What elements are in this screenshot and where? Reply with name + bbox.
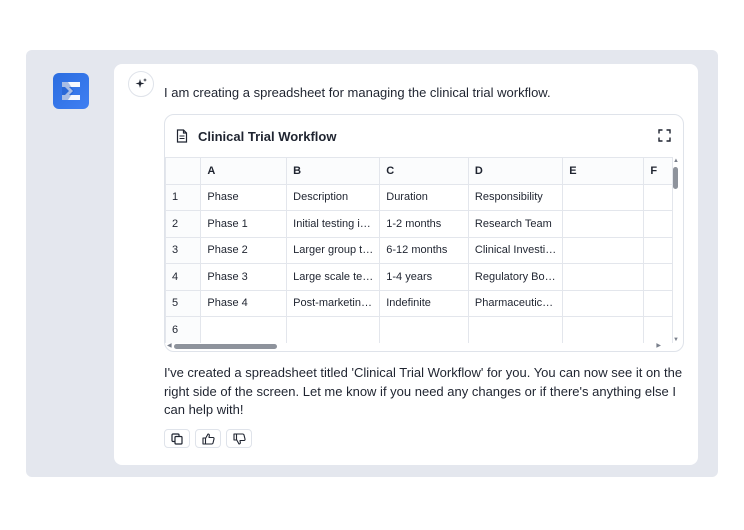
table-cell[interactable]: Phase 4 (201, 290, 287, 317)
sparkle-icon (134, 77, 148, 91)
vertical-scroll-thumb[interactable] (673, 167, 678, 189)
expand-icon[interactable] (658, 129, 671, 142)
table-row (166, 317, 673, 344)
column-header[interactable]: F (644, 158, 673, 185)
spreadsheet-title: Clinical Trial Workflow (198, 129, 337, 144)
assistant-message: I've created a spreadsheet titled 'Clinical Trial Workflow' for you. You can now see it on the right side of the screen. Let me know if you need any changes or if there's anything else I can help with! (164, 365, 683, 417)
table-cell[interactable]: Regulatory Bo… (468, 264, 562, 291)
table-cell[interactable] (563, 290, 644, 317)
column-header[interactable]: A (201, 158, 287, 185)
message-actions (164, 429, 252, 448)
app-logo-icon (59, 79, 83, 103)
scroll-right-icon[interactable]: ▶ (656, 343, 661, 349)
row-number[interactable]: 3 (166, 237, 201, 264)
spreadsheet-card[interactable] (164, 114, 684, 352)
assistant-avatar (128, 71, 154, 97)
spreadsheet-grid[interactable] (165, 157, 673, 343)
user-message: I am creating a spreadsheet for managing the clinical trial workflow. (164, 85, 551, 100)
scroll-down-icon[interactable]: ▼ (673, 337, 679, 343)
table-cell[interactable]: 1-4 years (380, 264, 469, 291)
spreadsheet-header (165, 115, 683, 157)
table-cell[interactable]: 6-12 months (380, 237, 469, 264)
table-cell[interactable]: Large scale te… (287, 264, 380, 291)
table-row (166, 211, 673, 238)
table-cell[interactable]: Pharmaceutic… (468, 290, 562, 317)
table-cell[interactable]: Description (287, 184, 380, 211)
table-cell[interactable]: 1-2 months (380, 211, 469, 238)
thumbs-down-icon (233, 433, 246, 445)
table-cell[interactable]: Initial testing i… (287, 211, 380, 238)
table-cell[interactable] (468, 317, 562, 344)
column-header-row (166, 158, 673, 185)
table-cell[interactable]: Phase (201, 184, 287, 211)
column-header[interactable]: D (468, 158, 562, 185)
horizontal-scroll-thumb[interactable] (174, 344, 277, 349)
thumbs-down-button[interactable] (226, 429, 252, 448)
table-cell[interactable] (201, 317, 287, 344)
copy-button[interactable] (164, 429, 190, 448)
table-cell[interactable] (644, 317, 673, 344)
column-header[interactable]: B (287, 158, 380, 185)
app-logo (53, 73, 89, 109)
table-cell[interactable] (563, 264, 644, 291)
table-cell[interactable]: Clinical Investi… (468, 237, 562, 264)
table-row (166, 290, 673, 317)
table-cell[interactable]: Phase 2 (201, 237, 287, 264)
table-cell[interactable]: Research Team (468, 211, 562, 238)
table-cell[interactable] (563, 317, 644, 344)
vertical-scrollbar[interactable] (671, 157, 681, 343)
table-cell[interactable] (563, 211, 644, 238)
horizontal-scrollbar[interactable] (165, 341, 673, 351)
table-row (166, 237, 673, 264)
table-cell[interactable]: Responsibility (468, 184, 562, 211)
table-cell[interactable]: Indefinite (380, 290, 469, 317)
table-cell[interactable]: Duration (380, 184, 469, 211)
scroll-left-icon[interactable]: ◀ (167, 343, 172, 349)
document-icon (176, 129, 188, 143)
copy-icon (171, 433, 183, 445)
corner-cell[interactable] (166, 158, 201, 185)
scroll-up-icon[interactable]: ▲ (673, 158, 679, 164)
column-header[interactable]: E (563, 158, 644, 185)
table-cell[interactable] (563, 184, 644, 211)
row-number[interactable]: 6 (166, 317, 201, 344)
row-number[interactable]: 4 (166, 264, 201, 291)
table-cell[interactable]: Post-marketin… (287, 290, 380, 317)
thumbs-up-button[interactable] (195, 429, 221, 448)
table-cell[interactable]: Phase 3 (201, 264, 287, 291)
table-cell[interactable]: Larger group t… (287, 237, 380, 264)
table-cell[interactable] (380, 317, 469, 344)
thumbs-up-icon (202, 433, 215, 445)
table-row (166, 184, 673, 211)
table-cell[interactable] (644, 184, 673, 211)
table-cell[interactable] (563, 237, 644, 264)
table-cell[interactable] (644, 211, 673, 238)
table-cell[interactable] (644, 290, 673, 317)
table-cell[interactable]: Phase 1 (201, 211, 287, 238)
table-cell[interactable] (644, 237, 673, 264)
table-cell[interactable] (287, 317, 380, 344)
column-header[interactable]: C (380, 158, 469, 185)
row-number[interactable]: 1 (166, 184, 201, 211)
table-row (166, 264, 673, 291)
table-cell[interactable] (644, 264, 673, 291)
row-number[interactable]: 5 (166, 290, 201, 317)
row-number[interactable]: 2 (166, 211, 201, 238)
